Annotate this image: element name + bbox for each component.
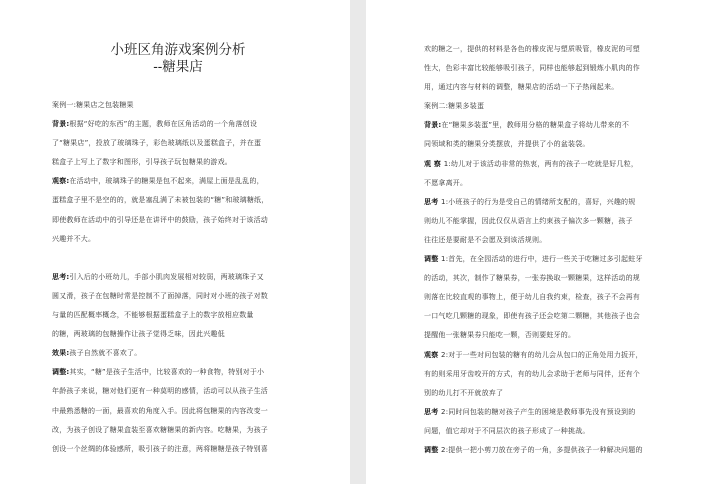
line-text: 糕盒子上写上了数字和图形，引导孩子玩包糖果的游戏。 [52,158,232,167]
section-label: 背景: [52,120,70,129]
text-line [52,306,350,325]
section-label: 调整: [52,368,70,377]
line-text: 了“糖果店”，投放了玻璃珠子，彩色玻璃纸以及蛋糕盒子，并在蛋 [52,139,262,148]
text-line [424,174,716,193]
line-text: 一口气吃几颗糖的现象，即使有孩子还会吃第二颗糖，其他孩子也会 [424,312,640,321]
line-text: 欢的糖之一，提供的材料是各色的橡皮泥与塑质吸管，橡皮泥的可塑 [424,45,640,53]
section-label: 背景: [424,121,442,130]
text-line [424,212,716,231]
text-line [52,344,350,363]
line-text: 用，通过内容与材料的调整，糖果店的活动一下子热闹起来。 [424,83,619,92]
text-line [424,155,716,174]
line-text: 提醒他一张糖果券只能吃一颗，否则要蛀牙的。 [424,331,576,340]
text-line [424,346,716,365]
section-label: 调整 [424,445,442,454]
line-text: 与量的匹配概率概念，不能够根据蛋糕盒子上的数字放相应数量 [52,311,254,320]
text-line [52,421,350,440]
page-subtitle: --糖果店 [153,59,203,75]
line-text: 案例二:糖果多装蛋 [424,102,485,111]
page-gap [350,0,366,484]
line-text: 1:幼儿对于该活动非常的热衷，两有的孩子一吃就是好几粒， [443,159,639,168]
line-text: 1:小班孩子的行为是受自己的情绪所支配的，喜好，兴趣的规 [441,197,636,206]
line-text: 问题，值它却对于不同层次的孩子形成了一种挑战。 [424,426,590,435]
line-text: 有的则采用牙齿咬开的方式，有的幼儿会求助于老师与同伴，还有个 [424,369,640,378]
text-line [424,288,716,307]
text-line [424,231,716,250]
line-text: 则落在比较直观的事物上，便于幼儿自我约束，检查，孩子不会再有 [424,293,640,302]
text-line [52,134,350,153]
section-label: 思考 [424,197,442,206]
page-title: 小班区角游戏案例分析 [110,42,246,58]
line-text: 往往还是要耐是不会愿及到该活规则。 [424,235,547,244]
text-line [52,249,350,268]
line-text: 2:同时问包装的糖对孩子产生的困境是教师事先没有预设到的 [441,407,636,416]
document-page-right [366,0,716,484]
text-line [424,365,716,384]
text-line [424,269,716,288]
text-line [52,440,350,459]
text-line [52,172,350,191]
text-line [424,326,716,345]
text-line [424,441,716,460]
text-line [424,97,716,116]
line-text: 则幼儿不能掌握，因此仅仅从语言上约束孩子偏次多一颗糖，孩子 [424,216,633,225]
section-label: 效果: [52,349,70,358]
line-text: 根据“好吃的东西”的主题，教师在区角活动的一个角落创设 [69,120,258,129]
line-text: 圆又滑，孩子在包糖时常是控制不了面掉落，同时对小班的孩子对数 [52,291,268,300]
text-line [424,307,716,326]
text-line [52,402,350,421]
text-line [52,115,350,134]
text-line [52,230,350,249]
line-text: 其实，“糖”是孩子生活中，比较喜欢的一种食物，特别对于小 [69,368,265,377]
line-text: 兴趣并不大。 [52,234,96,243]
text-line [52,268,350,287]
text-line [52,153,350,172]
section-label: 思考 [424,407,442,416]
text-line [424,250,716,269]
line-text: 蛋糕盒子里不是空的的，就是塞乱满了未被包装的“糖”和玻璃糖纸， [52,196,269,205]
line-text: 的糖，两玻璃的包糖操作让孩子觉得乏味，因此兴趣低 [52,330,225,339]
line-text: 在活动中，玻璃珠子的糖果是包不起来，满屋上面是乱乱的， [69,177,264,186]
text-line [52,211,350,230]
line-text: 2:对于一些对问包装的糖有的幼儿会从包口的正角处用力扳开， [441,350,643,359]
line-text: 改，为孩子创设了糖果盒装至喜欢糖糖果的新内容。吃糖果，为孩子 [52,425,268,434]
document-page-left [0,0,350,484]
line-text: 引入后的小班幼儿，手部小肌肉发展相对较弱，两玻璃珠子又 [69,272,264,281]
line-text: 1:首先，在全园活动的进行中，进行一些关于吃糖过多引起蛀牙 [441,255,643,264]
text-line [424,59,716,78]
line-text: 在“糖果多装蛋”里，教师用分格的糖果盒子将幼儿带来的不 [441,121,630,130]
text-line [52,191,350,210]
text-line [52,382,350,401]
line-text: 中最熟悉糖的一面，最喜欢的角度入手。因此将包糖果的内容改变一 [52,406,268,415]
left-page-body [52,96,350,459]
text-line [52,96,350,115]
right-page-body [424,40,716,460]
line-text: 即使教师在活动中的引导还是在讲评中的鼓励，孩子始终对于该活动 [52,215,268,224]
text-line [52,287,350,306]
line-text: 同领域和类的糖果分类摆放，并提供了小的盆装袋。 [424,140,590,149]
section-label: 思考: [52,272,70,281]
text-line [424,116,716,135]
section-label: 观 察 [424,159,444,168]
section-label: 调整 [424,255,442,264]
line-text: 别的幼儿打不开就放弃了 [424,388,504,397]
text-line [424,193,716,212]
section-label: 观察: [52,177,70,186]
text-line [424,135,716,154]
text-line [424,78,716,97]
line-text: 2:提供一把小剪刀放在旁子的一角，多提供孩子一种解决问题的 [441,445,643,454]
line-text: 案例一:糖果店之包装糖果 [52,101,134,109]
text-line [424,422,716,441]
line-text: 孩子自然就不喜欢了。 [69,349,142,358]
text-line [52,363,350,382]
text-line [424,403,716,422]
line-text: 不愿拿离开。 [424,178,468,187]
text-line [424,384,716,403]
line-text: 年龄孩子来说，糖对他们更有一种莫明的感情，活动可以从孩子生活 [52,387,268,396]
text-line [424,40,716,59]
text-line [52,325,350,344]
section-label: 观察 [424,350,442,359]
line-text: 的活动，其次，制作了糖果券，一张券换取一颗糖果，这样活动的规 [424,274,640,283]
line-text: 创设一个丝绸的体验感所，吸引孩子的注意，两将糖糖是孩子特别喜 [52,444,268,453]
line-text: 性大，色彩丰富比较能够吸引孩子，同样也能够起到锻炼小肌肉的作 [424,64,640,73]
